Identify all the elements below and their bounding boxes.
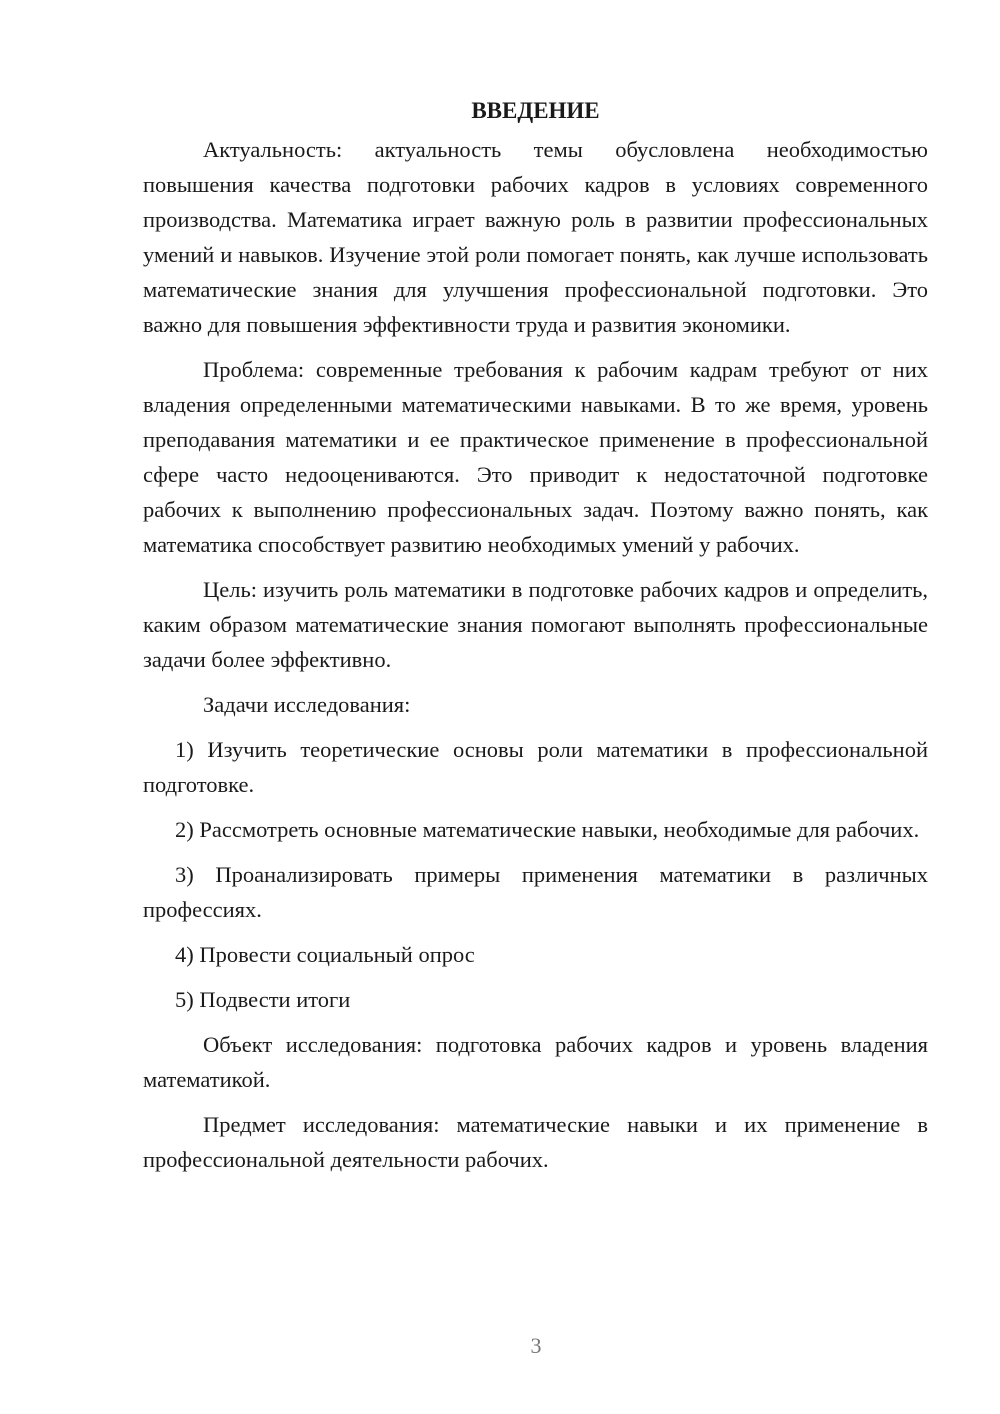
page-content <box>143 93 928 1187</box>
paragraph-tasks-heading: Задачи исследования: <box>203 692 411 717</box>
paragraph-relevance: Актуальность: актуальность темы обусловлена необходимостью повышения качества подготовки рабочих кадров в условиях современного производства. Математика играет важную роль в развитии профессиональных умений и навыков. Изучение этой роли помогает понять, как лучше использовать математические знания для улучшения профессиональной подготовки. Это важно для повышения эффективности труда и развития экономики. <box>143 137 928 337</box>
list-item-task-1: 1) Изучить теоретические основы роли математики в профессиональной подготовке. <box>143 737 928 797</box>
paragraph-object: Объект исследования: подготовка рабочих кадров и уровень владения математикой. <box>143 1032 928 1092</box>
page-number: 3 <box>530 1333 542 1358</box>
list-item-task-2: 2) Рассмотреть основные математические навыки, необходимые для рабочих. <box>175 817 920 842</box>
paragraph-subject: Предмет исследования: математические навыки и их применение в профессиональной деятельности рабочих. <box>143 1112 928 1172</box>
list-item-task-3: 3) Проанализировать примеры применения математики в различных профессиях. <box>143 862 928 922</box>
list-item-task-4: 4) Провести социальный опрос <box>175 942 475 967</box>
page-title: ВВЕДЕНИЕ <box>471 98 600 123</box>
paragraph-goal: Цель: изучить роль математики в подготовке рабочих кадров и определить, каким образом математические знания помогают выполнять профессиональные задачи более эффективно. <box>143 577 928 672</box>
paragraph-problem: Проблема: современные требования к рабочим кадрам требуют от них владения определенными математическими навыками. В то же время, уровень преподавания математики и ее практическое применение в профессиональной сфере часто недооцениваются. Это приводит к недостаточной подготовке рабочих к выполнению профессиональных задач. Поэтому важно понять, как математика способствует развитию необходимых умений у рабочих. <box>143 357 928 557</box>
list-item-task-5: 5) Подвести итоги <box>175 987 351 1012</box>
